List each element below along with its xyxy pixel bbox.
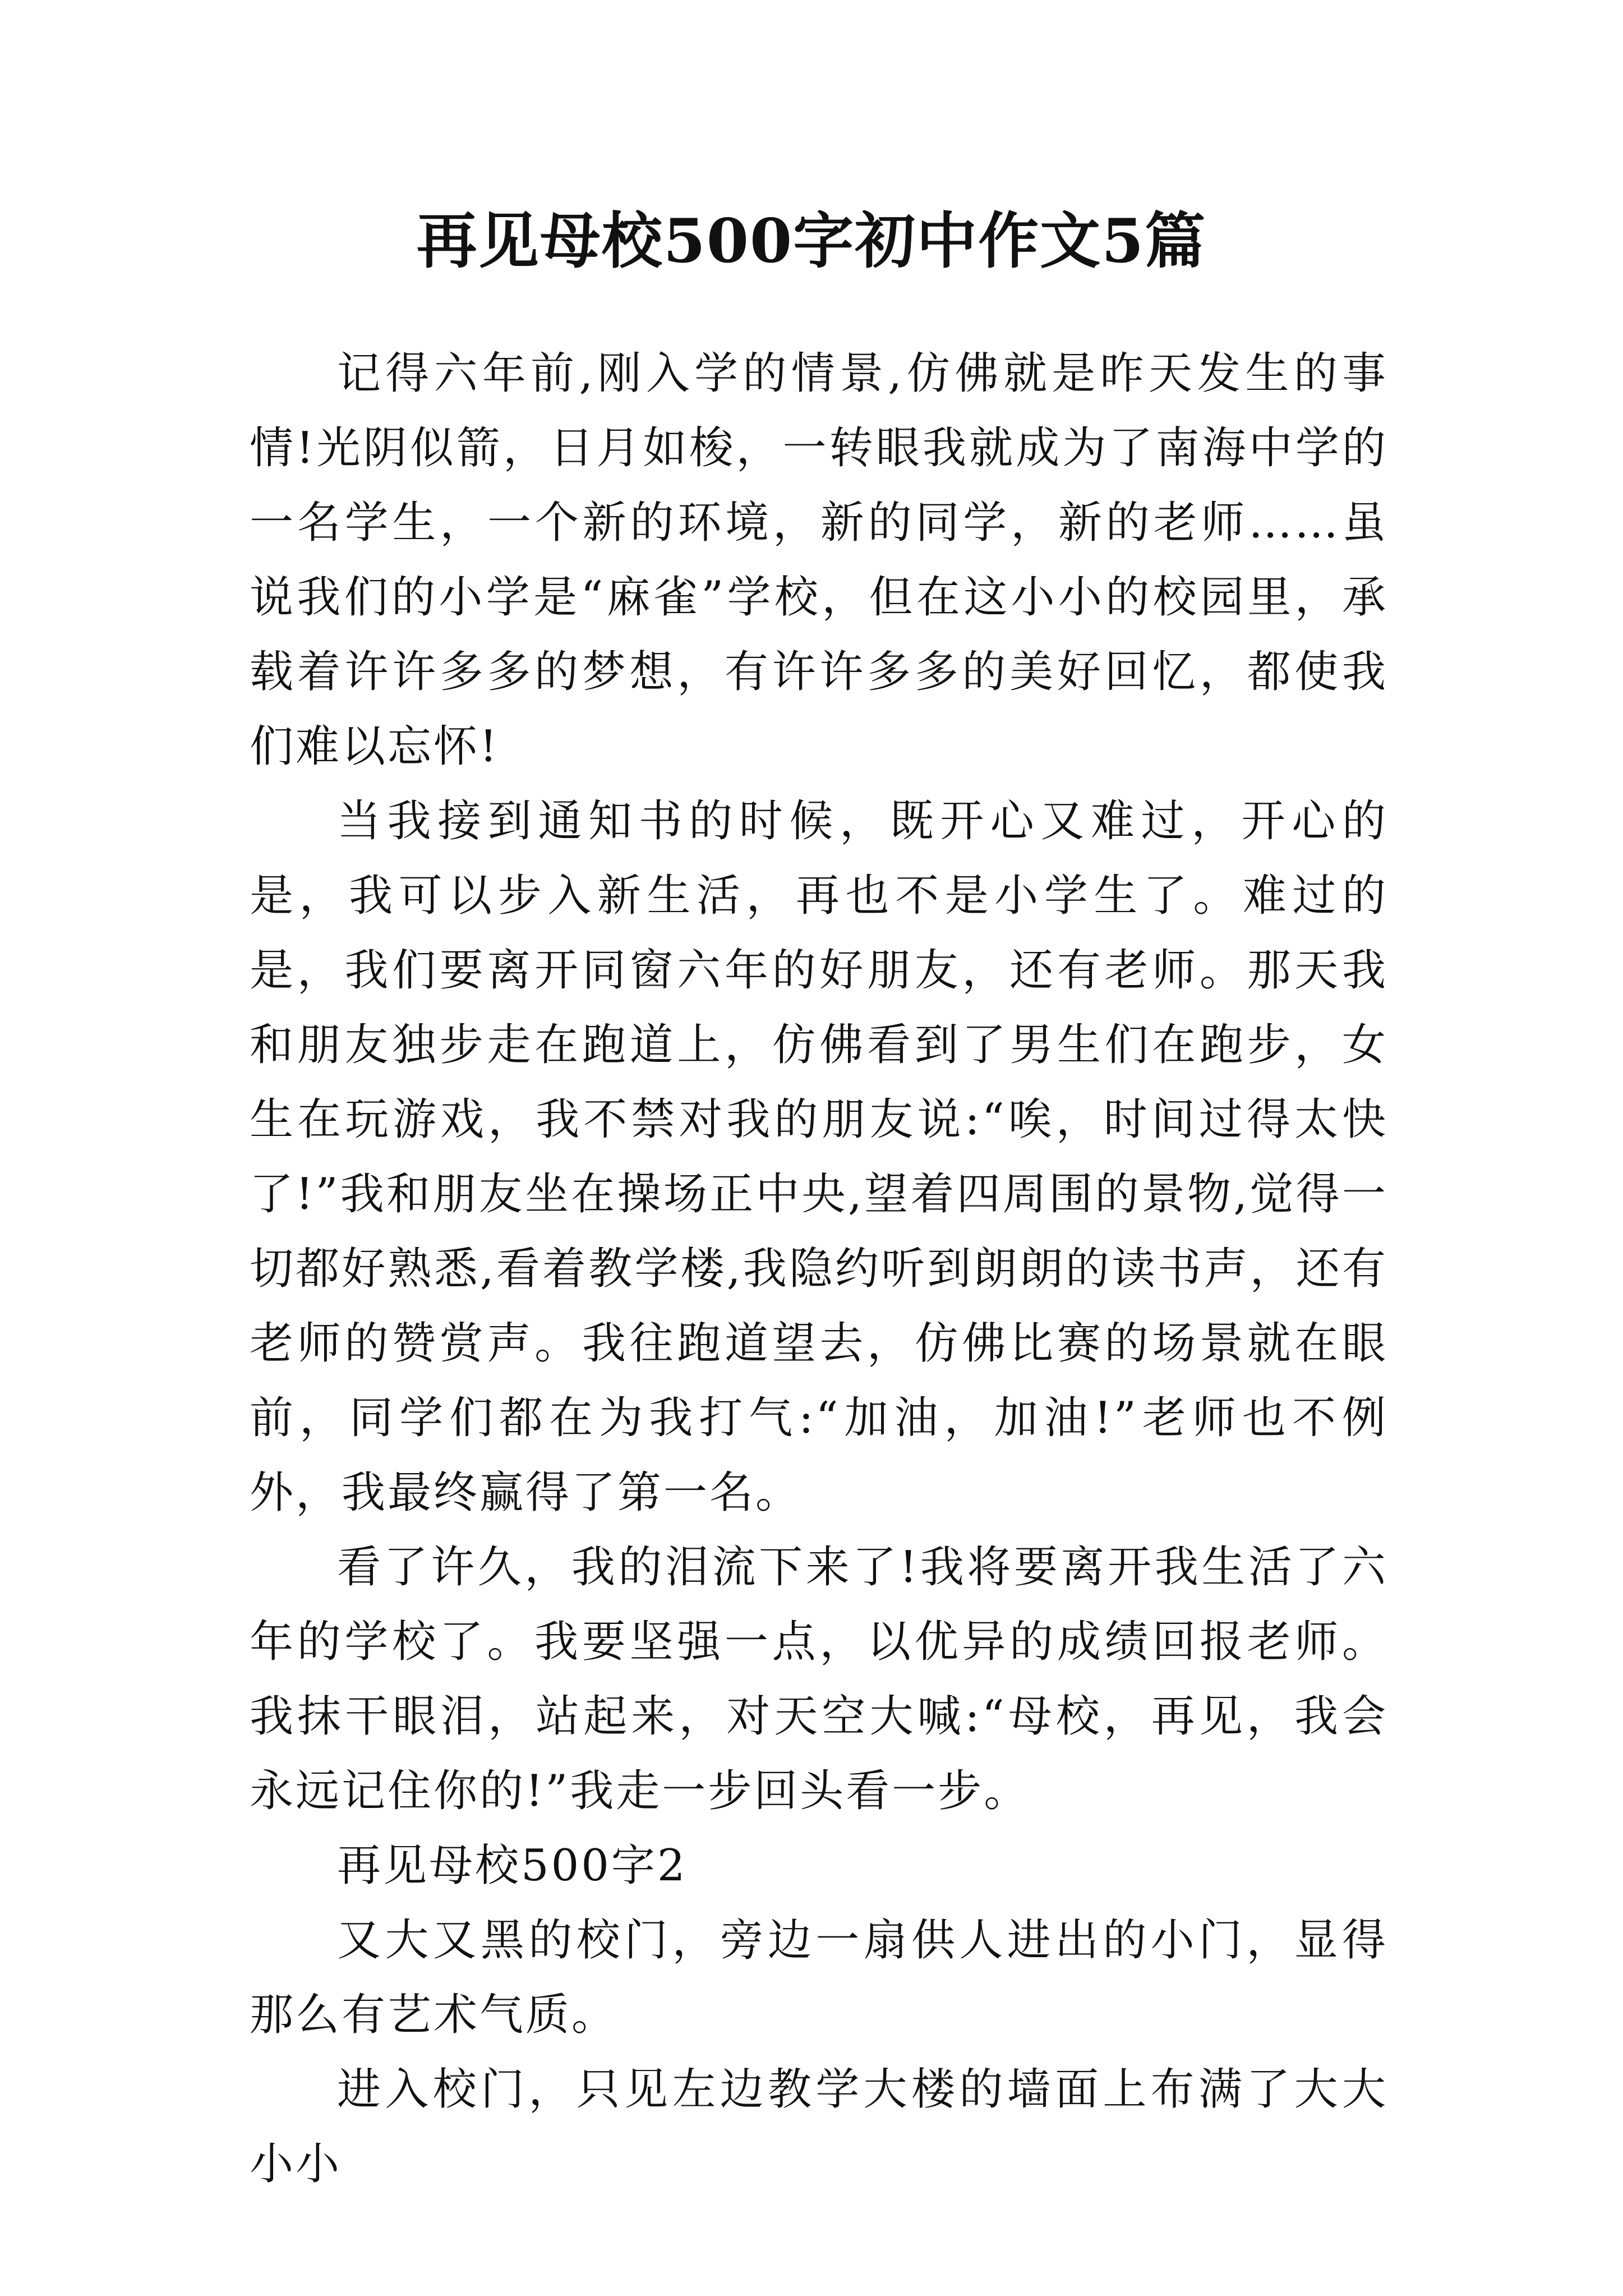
paragraph-1: 记得六年前,刚入学的情景,仿佛就是昨天发生的事情!光阴似箭，日月如梭，一转眼我就成为了南海中学的一名学生，一个新的环境，新的同学，新的老师……虽说我们的小学是“麻雀”学校，但在这小小的校园里，承载着许许多多的梦想，有许许多多的美好回忆，都使我们难以忘怀! xyxy=(250,348,1388,772)
document-body xyxy=(250,337,1388,2202)
paragraph-4: 又大又黑的校门，旁边一扇供人进出的小门，显得那么有艺术气质。 xyxy=(250,1915,1388,2040)
paragraph-5: 进入校门，只见左边教学大楼的墙面上布满了大大小小 xyxy=(250,2064,1388,2189)
document-title: 再见母校500字初中作文5篇 xyxy=(416,206,1207,277)
paragraph-2: 当我接到通知书的时候，既开心又难过，开心的是，我可以步入新生活，再也不是小学生了。难过的是，我们要离开同窗六年的好朋友，还有老师。那天我和朋友独步走在跑道上，仿佛看到了男生们在跑步，女生在玩游戏，我不禁对我的朋友说:“唉，时间过得太快了!”我和朋友坐在操场正中央,望着四周围的景物,觉得一切都好熟悉,看着教学楼,我隐约听到朗朗的读书声，还有老师的赞赏声。我往跑道望去，仿佛比赛的场景就在眼前，同学们都在为我打气:“加油，加油!”老师也不例外，我最终赢得了第一名。 xyxy=(250,796,1388,1518)
paragraph-3: 看了许久，我的泪流下来了!我将要离开我生活了六年的学校了。我要坚强一点，以优异的成绩回报老师。我抹干眼泪，站起来，对天空大喊:“母校，再见，我会永远记住你的!”我走一步回头看一步。 xyxy=(250,1542,1388,1816)
section-heading-2: 再见母校500字2 xyxy=(337,1841,688,1891)
